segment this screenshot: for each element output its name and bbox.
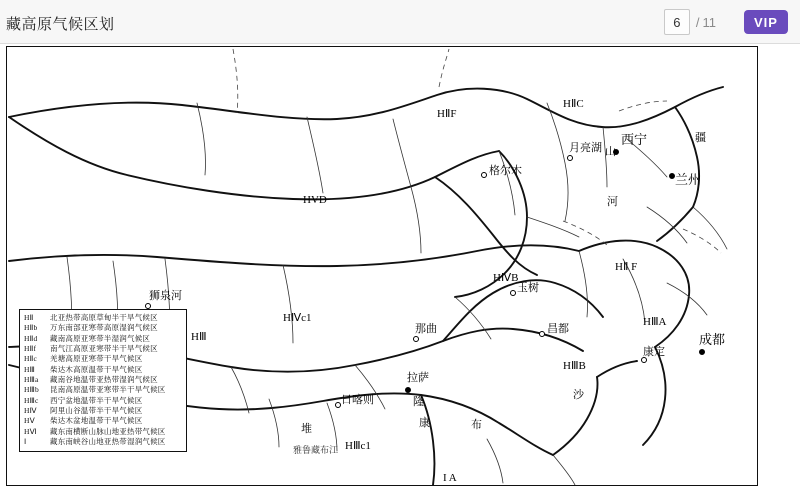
- legend-text: 藏东南横断山脉山地亚热带气候区: [50, 426, 166, 436]
- map-zone-label: HⅢ: [191, 331, 207, 343]
- legend-text: 藏南高原亚寒带半湿润气候区: [50, 333, 151, 343]
- legend-text: 藏东南峡谷山地亚热带湿润气候区: [50, 437, 166, 447]
- legend-code: HⅣ: [24, 406, 37, 416]
- city-label: 格尔木: [489, 165, 522, 177]
- map-zone-label: HⅣc1: [283, 312, 312, 324]
- city-marker-dot: [699, 349, 705, 355]
- map-zone-label: I A: [443, 472, 457, 484]
- city-label: 那曲: [415, 323, 437, 335]
- vip-badge[interactable]: VIP: [744, 10, 788, 34]
- map-zone-label: HⅡF: [437, 108, 457, 120]
- river-label: 雅鲁藏布江: [293, 445, 339, 455]
- map-zone-label: HVD: [303, 194, 327, 206]
- legend-text: 藏南谷地温带亚热带湿润气候区: [50, 375, 158, 385]
- city-label: 成都: [699, 332, 726, 347]
- legend-item: [24, 344, 182, 354]
- legend-item: [24, 396, 182, 406]
- legend-text: 柴达木高原温带干旱气候区: [50, 364, 143, 374]
- legend-code: HⅡb: [24, 323, 38, 333]
- city-marker-dot: [510, 290, 516, 296]
- legend-text: 柴达木盆地温带干旱气候区: [50, 416, 143, 426]
- city-marker-dot: [539, 331, 545, 337]
- legend-item: [24, 334, 182, 344]
- legend-code: HⅤ: [24, 416, 35, 426]
- city-label: 兰州: [675, 172, 702, 187]
- legend-text: 昆南高原温带亚寒带半干旱气候区: [50, 385, 166, 395]
- document-title: 藏高原气候区划: [6, 16, 115, 33]
- city-label: 康定: [643, 346, 665, 358]
- legend-item: [24, 375, 182, 385]
- city-marker-dot: [567, 155, 573, 161]
- page-separator: /: [695, 14, 700, 30]
- map-zone-label: HⅡ F: [615, 261, 638, 273]
- legend-code: HⅢ: [24, 364, 35, 374]
- legend-code: Ⅰ: [24, 437, 27, 447]
- climate-zone-map: [6, 46, 758, 486]
- city-label: 日喀则: [341, 394, 374, 406]
- city-label: 玉树: [517, 282, 539, 294]
- legend-item: [24, 416, 182, 426]
- total-pages-label: 11: [702, 14, 716, 30]
- legend-text: 西宁盆地温带半干旱气候区: [50, 395, 143, 405]
- legend-text: 万东南部亚寒带高原湿润气候区: [50, 323, 158, 333]
- map-zone-label: HⅢc1: [345, 440, 371, 452]
- legend-item: [24, 365, 182, 375]
- legend-code: HⅡf: [24, 344, 37, 354]
- legend-item: [24, 313, 182, 323]
- city-label: 狮泉河: [149, 290, 182, 302]
- map-zone-label: HⅡC: [563, 98, 584, 110]
- city-label: 拉萨: [407, 372, 429, 384]
- legend-item: [24, 406, 182, 416]
- city-label: 昌都: [547, 323, 569, 335]
- legend-text: 南气江高原亚寒带半干旱气候区: [50, 344, 158, 354]
- document-toolbar: [0, 0, 800, 44]
- map-feature-label: 沙: [573, 389, 584, 401]
- map-legend: [19, 309, 187, 452]
- legend-code: HⅢa: [24, 375, 39, 385]
- map-feature-label: 疆: [695, 132, 706, 144]
- legend-code: HⅡ: [24, 313, 34, 322]
- city-label: 西宁: [621, 132, 648, 147]
- city-marker-dot: [405, 387, 411, 393]
- map-feature-label: 康: [419, 417, 430, 429]
- legend-text: 阿里山谷温带半干旱气候区: [50, 406, 143, 416]
- map-zone-label: HⅢB: [563, 360, 586, 372]
- page-indicator: [664, 9, 716, 35]
- map-feature-label: 山: [605, 146, 616, 158]
- map-feature-label: 隆: [413, 396, 424, 408]
- map-zone-label: HⅣB: [493, 272, 519, 284]
- legend-code: HⅡc: [24, 354, 38, 364]
- city-marker-dot: [481, 172, 487, 178]
- map-feature-label: 堆: [301, 423, 312, 435]
- map-feature-label: 布: [471, 419, 482, 431]
- legend-text: 羌塘高原亚寒带干旱气候区: [50, 354, 143, 364]
- page-margin-right: [794, 44, 800, 494]
- legend-item: [24, 354, 182, 364]
- legend-text: 北亚热带高原草甸半干旱气候区: [50, 313, 158, 322]
- legend-code: HⅥ: [24, 426, 37, 436]
- legend-code: HⅡd: [24, 333, 38, 343]
- page-canvas: [0, 44, 800, 494]
- legend-item: [24, 385, 182, 395]
- city-marker-dot: [413, 336, 419, 342]
- legend-code: HⅢb: [24, 385, 39, 395]
- city-label: 月亮湖: [569, 142, 602, 154]
- legend-item: [24, 437, 182, 447]
- map-feature-label: 河: [607, 196, 618, 208]
- legend-item: [24, 427, 182, 437]
- legend-code: HⅢc: [24, 395, 39, 405]
- legend-item: [24, 323, 182, 333]
- current-page-input[interactable]: 6: [664, 9, 690, 35]
- map-zone-label: HⅢA: [643, 316, 667, 328]
